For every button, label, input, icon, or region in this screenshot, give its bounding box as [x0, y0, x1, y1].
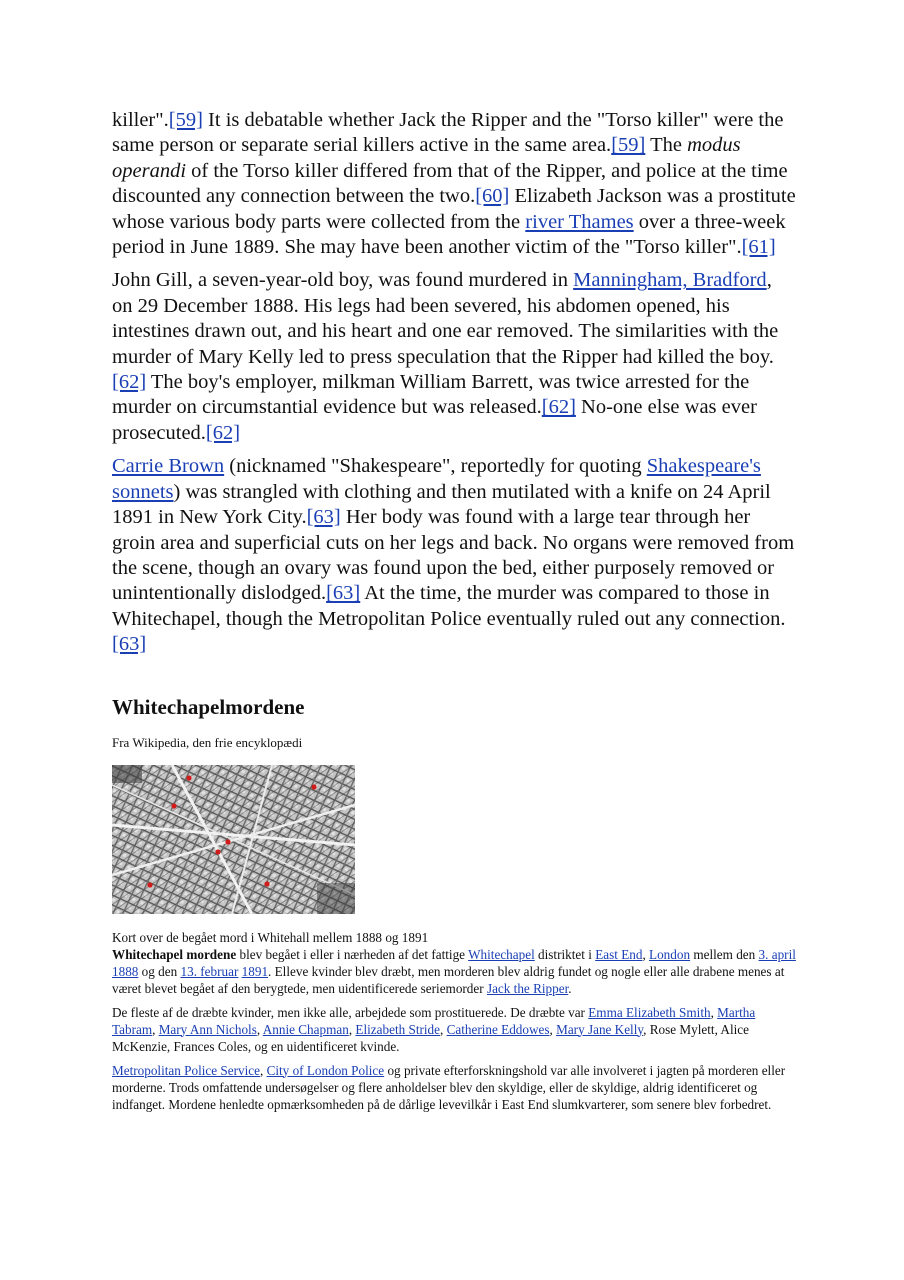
- text: og private efterforskningshold var alle involveret i jagten på morderen eller morderne. Trods omfattende undersøgelser og flere anholdelser blev den skyldige, eller de skyldige, aldrig identificeret og indfanget. Mordene henledte opmærksomheden på de dårlige levevilkår i East End slumkvarterer, som senere blev forbedret.: [112, 1062, 786, 1112]
- text: At the time, the murder was compared to those in Whitechapel, though the Metropolitan Police eventually ruled out any connection.: [112, 582, 786, 630]
- article-page: [112, 108, 796, 1120]
- link-city-of-london-police[interactable]: City of London Police: [266, 1062, 385, 1078]
- link-whitechapel[interactable]: Whitechapel: [468, 946, 535, 962]
- text: ,: [710, 1004, 718, 1020]
- citation-59[interactable]: [59]: [168, 109, 203, 131]
- paragraph-intro: [112, 946, 796, 997]
- text: ,: [259, 1062, 267, 1078]
- text: blev begået i eller i nærheden af det fattige: [236, 946, 469, 962]
- text: ,: [440, 1021, 447, 1037]
- citation-63c[interactable]: [63]: [112, 633, 147, 656]
- link-13-februar[interactable]: 13. februar: [180, 963, 239, 979]
- map-graphic: [112, 765, 355, 914]
- link-jack-the-ripper[interactable]: Jack the Ripper: [486, 980, 569, 996]
- text: John Gill, a seven-year-old boy, was found murdered in: [112, 269, 574, 292]
- citation-59b[interactable]: [59]: [611, 134, 646, 157]
- text: De fleste af de dræbte kvinder, men ikke alle, arbejdede som prostituerede. De dræbte var: [112, 1004, 589, 1020]
- text: No-one else was ever prosecuted.: [112, 396, 757, 444]
- paragraph-torso-killer: [112, 108, 796, 260]
- link-annie-chapman[interactable]: Annie Chapman: [262, 1021, 349, 1037]
- link-shakespeares-sonnets[interactable]: Shakespeare's sonnets: [112, 455, 761, 503]
- citation-60[interactable]: [60]: [475, 185, 510, 208]
- text: , on 29 December 1888. His legs had been severed, his abdomen opened, his intestines drawn out, and his heart and one ear removed. The similarities with the murder of Mary Kelly led to press speculation that the Ripper had killed the boy.: [112, 269, 779, 368]
- citation-61[interactable]: [61]: [741, 236, 776, 259]
- citation-62b[interactable]: [62]: [541, 396, 576, 419]
- citation-63b[interactable]: [63]: [326, 582, 361, 605]
- italic-text: modus operandi: [112, 134, 741, 182]
- text: ,: [549, 1021, 557, 1037]
- link-elizabeth-stride[interactable]: Elizabeth Stride: [355, 1021, 440, 1037]
- text: ,: [348, 1021, 356, 1037]
- text: mellem den: [690, 946, 759, 962]
- paragraph-victims: [112, 1004, 796, 1055]
- text: Her body was found with a large tear through her groin area and superficial cuts on her legs and back. No organs were removed from the scene, though an ovary was found upon the bed, either purposely removed or unintentionally dislodged.: [112, 506, 795, 605]
- link-mary-jane-kelly[interactable]: Mary Jane Kelly: [556, 1021, 644, 1037]
- whitechapel-map-image[interactable]: [112, 765, 355, 914]
- danish-section: [112, 946, 796, 1113]
- english-section: [112, 108, 796, 658]
- text: . Elleve kvinder blev dræbt, men morderen blev aldrig fundet og nogle eller alle drabene menes at været blevet begået af den berygtede, men uidentificerede seriemorder: [112, 963, 785, 996]
- citation-63[interactable]: [63]: [306, 506, 341, 529]
- text: Elizabeth Jackson was a prostitute whose various body parts were collected from the: [112, 185, 796, 233]
- paragraph-john-gill: [112, 268, 796, 446]
- link-emma-elizabeth-smith[interactable]: Emma Elizabeth Smith: [588, 1004, 711, 1020]
- text: ,: [642, 946, 650, 962]
- link-1888[interactable]: 1888: [112, 963, 139, 979]
- link-carrie-brown[interactable]: Carrie Brown: [112, 455, 225, 478]
- link-metropolitan-police[interactable]: Metropolitan Police Service: [112, 1062, 260, 1078]
- text: The boy's employer, milkman William Barrett, was twice arrested for the murder on circumstantial evidence but was released.: [112, 371, 750, 419]
- link-manningham[interactable]: Manningham, Bradford: [573, 269, 767, 292]
- link-london[interactable]: London: [649, 946, 691, 962]
- text: over a three-week period in June 1889. She may have been another victim of the "Torso killer".: [112, 210, 786, 259]
- link-1891[interactable]: 1891: [241, 963, 269, 979]
- text: ) was strangled with clothing and then mutilated with a knife on 24 April 1891 in New York City.: [112, 480, 771, 529]
- text: ,: [256, 1021, 263, 1037]
- link-3-april[interactable]: 3. april: [758, 946, 796, 962]
- citation-62[interactable]: [62]: [112, 371, 147, 394]
- text: (nicknamed "Shakespeare", reportedly for quoting: [224, 455, 647, 478]
- text: The: [645, 134, 688, 157]
- text: of the Torso killer differed from that of the Ripper, and police at the time discounted any connection between the two.: [112, 159, 788, 208]
- link-river-thames[interactable]: river Thames: [525, 210, 634, 233]
- text: ,: [152, 1021, 159, 1037]
- map-caption: Kort over de begået mord i Whitehall mellem 1888 og 1891: [112, 929, 429, 945]
- text: , Rose Mylett, Alice McKenzie, Frances Coles, og en uidentificeret kvinde.: [112, 1021, 749, 1054]
- subtitle: Fra Wikipedia, den frie encyklopædi: [112, 734, 303, 750]
- citation-62c[interactable]: [62]: [205, 421, 241, 444]
- bold-title: Whitechapel mordene: [112, 946, 237, 962]
- link-martha-tabram[interactable]: Martha Tabram: [112, 1004, 756, 1037]
- text: .: [568, 980, 572, 996]
- paragraph-investigation: [112, 1062, 796, 1113]
- paragraph-carrie-brown: [112, 454, 796, 657]
- link-catherine-eddowes[interactable]: Catherine Eddowes: [446, 1021, 550, 1037]
- section-heading: Whitechapelmordene: [112, 694, 305, 719]
- text: og den: [138, 963, 181, 979]
- text: It is debatable whether Jack the Ripper and the "Torso killer" were the same person or separate serial killers active in the same area.: [112, 109, 784, 157]
- link-east-end[interactable]: East End: [595, 946, 643, 962]
- text: distriktet i: [534, 946, 596, 962]
- link-mary-ann-nichols[interactable]: Mary Ann Nichols: [158, 1021, 257, 1037]
- text: killer".: [112, 109, 169, 131]
